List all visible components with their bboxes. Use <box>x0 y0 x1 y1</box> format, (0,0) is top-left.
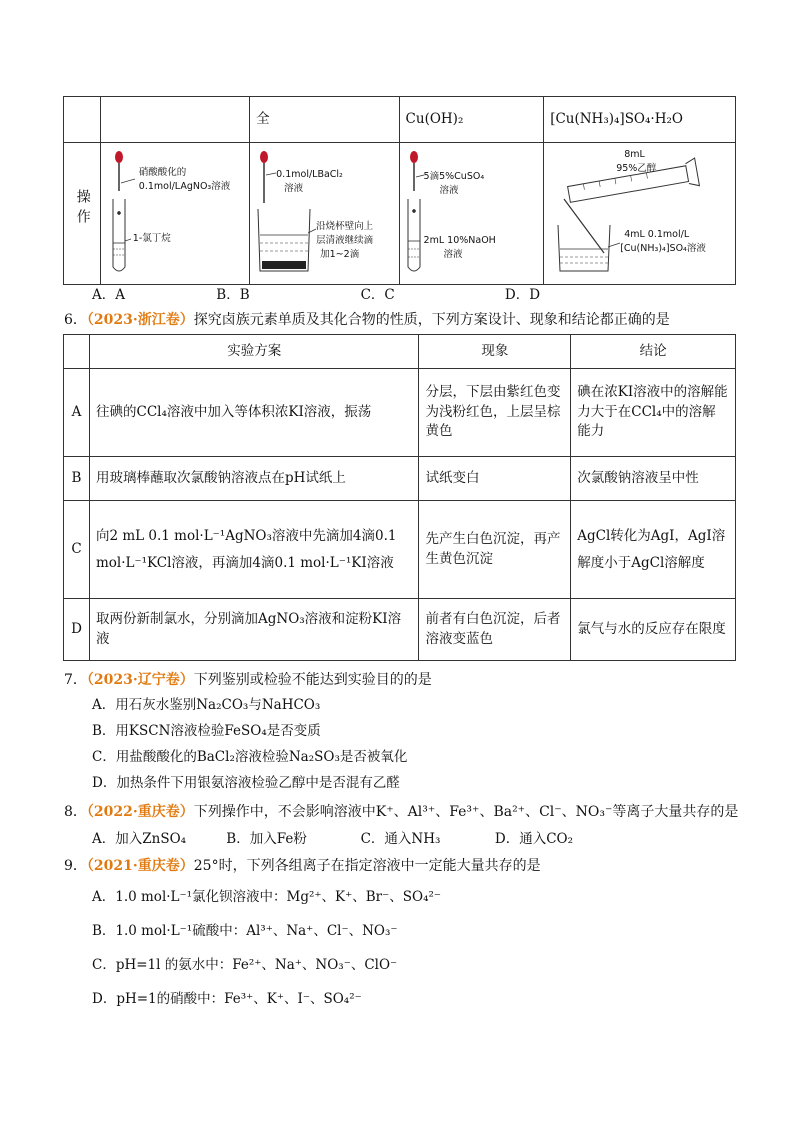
q8-options <box>92 830 573 850</box>
t2-row-key: B <box>64 457 90 501</box>
label-c3: 2mL 10%NaOH <box>423 235 496 246</box>
q5-option-a: A．A <box>92 287 125 303</box>
label-c1: 5滴5%CuSO₄ <box>423 171 485 182</box>
q5-option-b: B．B <box>216 287 250 303</box>
label-b5: 加1~2滴 <box>320 249 360 260</box>
q7-source: （2023·辽宁卷） <box>86 672 194 688</box>
q5-option-c: C．C <box>360 287 395 303</box>
apparatus-table <box>63 96 736 285</box>
t2-row-plan: 往碘的CCl₄溶液中加入等体积浓KI溶液，振荡 <box>89 369 419 457</box>
q7-stem <box>64 670 432 690</box>
q7-option-d: D．加热条件下用银氨溶液检验乙醇中是否混有乙醛 <box>92 775 400 791</box>
q9-option-d: D．pH=1的硝酸中：Fe³⁺、K⁺、I⁻、SO₄²⁻ <box>92 991 362 1007</box>
q8-option-a: A．加入ZnSO₄ <box>92 831 187 847</box>
q9-text: 25°时，下列各组离子在指定溶液中一定能大量共存的是 <box>193 858 541 874</box>
t2-row-plan: 用玻璃棒蘸取次氯酸钠溶液点在pH试纸上 <box>89 457 419 501</box>
header-cell-d: [Cu(NH₃)₄]SO₄·H₂O <box>544 97 736 143</box>
q8-option-d: D．通入CO₂ <box>494 831 574 847</box>
q7-option-c: C．用盐酸酸化的BaCl₂溶液检验Na₂SO₃是否被氧化 <box>92 749 408 765</box>
label-a3: 1-氯丁烷 <box>132 233 171 244</box>
label-b1: 0.1mol/LBaCl₂ <box>276 169 343 180</box>
q9-number: 9． <box>64 858 87 874</box>
t2-row-concl: 次氯酸钠溶液呈中性 <box>571 457 736 501</box>
q7-option-b: B．用KSCN溶液检验FeSO₄是否变质 <box>92 723 321 739</box>
test-tube-dropper-icon <box>400 143 545 283</box>
t2-row-concl: AgCl转化为AgI，AgI溶解度小于AgCl溶解度 <box>571 501 736 599</box>
header-cell-a <box>100 97 249 143</box>
label-d2: 95%乙醇 <box>616 163 657 174</box>
label-a1: 硝酸酸化的 <box>138 167 187 178</box>
label-d3: 4mL 0.1mol/L <box>624 229 690 240</box>
label-a2: 0.1mol/LAgNO₃溶液 <box>138 181 231 192</box>
t2-row-concl: 氯气与水的反应存在限度 <box>571 599 736 661</box>
apparatus-cell-b <box>250 143 399 285</box>
q9-option-a: A．1.0 mol·L⁻¹氯化钡溶液中：Mg²⁺、K⁺、Br⁻、SO₄²⁻ <box>92 889 442 905</box>
experiment-table <box>63 334 736 661</box>
q8-option-c: C．通入NH₃ <box>360 831 441 847</box>
q7-text: 下列鉴别或检验不能达到实验目的的是 <box>193 672 432 688</box>
label-d4: [Cu(NH₃)₄]SO₄溶液 <box>620 243 706 254</box>
q8-text: 下列操作中，不会影响溶液中K⁺、Al³⁺、Fe³⁺、Ba²⁺、Cl⁻、NO₃⁻等离子大量共存的是 <box>193 804 739 820</box>
t2-row-key: C <box>64 501 90 599</box>
header-cell-c: Cu(OH)₂ <box>399 97 544 143</box>
q8-option-b: B．加入Fe粉 <box>226 831 307 847</box>
t2-row-phen: 前者有白色沉淀，后者溶液变蓝色 <box>419 599 571 661</box>
label-b2: 溶液 <box>284 183 304 194</box>
label-c4: 溶液 <box>443 249 463 260</box>
t2-row-plan: 取两份新制氯水，分别滴加AgNO₃溶液和淀粉KI溶液 <box>89 599 419 661</box>
q9-source: （2021·重庆卷） <box>86 858 194 874</box>
t2-row-key: D <box>64 599 90 661</box>
q7-number: 7． <box>64 672 87 688</box>
t2-row-phen: 分层，下层由紫红色变为浅粉红色，上层呈棕黄色 <box>419 369 571 457</box>
t2-row-plan: 向2 mL 0.1 mol·L⁻¹AgNO₃溶液中先滴加4滴0.1 mol·L⁻¹KCl溶液，再滴加4滴0.1 mol·L⁻¹KI溶液 <box>89 501 419 599</box>
header-empty-cell <box>64 97 101 143</box>
t2-row-phen: 先产生白色沉淀，再产生黄色沉淀 <box>419 501 571 599</box>
t2-header-concl: 结论 <box>571 335 736 369</box>
q9-option-b: B．1.0 mol·L⁻¹硫酸中：Al³⁺、Na⁺、Cl⁻、NO₃⁻ <box>92 923 398 939</box>
t2-row-phen: 试纸变白 <box>419 457 571 501</box>
q8-source: （2022·重庆卷） <box>86 804 194 820</box>
q6-text: 探究卤族元素单质及其化合物的性质，下列方案设计、现象和结论都正确的是 <box>193 312 670 328</box>
test-tube-dropper-icon <box>101 143 251 283</box>
beaker-dropper-icon <box>250 143 400 283</box>
q5-options <box>92 286 540 306</box>
q6-stem <box>64 310 670 330</box>
label-b3: 沿烧杯壁向上 <box>316 221 374 232</box>
q8-number: 8． <box>64 804 87 820</box>
header-cell-b: 全 <box>250 97 399 143</box>
apparatus-cell-a <box>100 143 249 285</box>
row-label-operation <box>64 143 101 285</box>
apparatus-cell-d <box>544 143 736 285</box>
label-d1: 8mL <box>624 149 645 160</box>
t2-header-phen: 现象 <box>419 335 571 369</box>
q7-option-a: A．用石灰水鉴别Na₂CO₃与NaHCO₃ <box>92 697 321 713</box>
q6-source: （2023·浙江卷） <box>86 312 194 328</box>
q6-number: 6． <box>64 312 87 328</box>
apparatus-cell-c <box>399 143 544 285</box>
q9-option-c: C．pH=1l 的氨水中：Fe²⁺、Na⁺、NO₃⁻、ClO⁻ <box>92 957 398 973</box>
q5-option-d: D．D <box>504 287 541 303</box>
label-c2: 溶液 <box>439 185 459 196</box>
t2-row-key: A <box>64 369 90 457</box>
t2-row-concl: 碘在浓KI溶液中的溶解能力大于在CCl₄中的溶解能力 <box>571 369 736 457</box>
q8-stem <box>64 802 738 822</box>
t2-header-key <box>64 335 90 369</box>
label-b4: 层清液继续滴 <box>316 235 374 246</box>
t2-header-plan: 实验方案 <box>89 335 419 369</box>
q9-stem <box>64 856 541 876</box>
row-label-text: 操作 <box>74 189 91 230</box>
